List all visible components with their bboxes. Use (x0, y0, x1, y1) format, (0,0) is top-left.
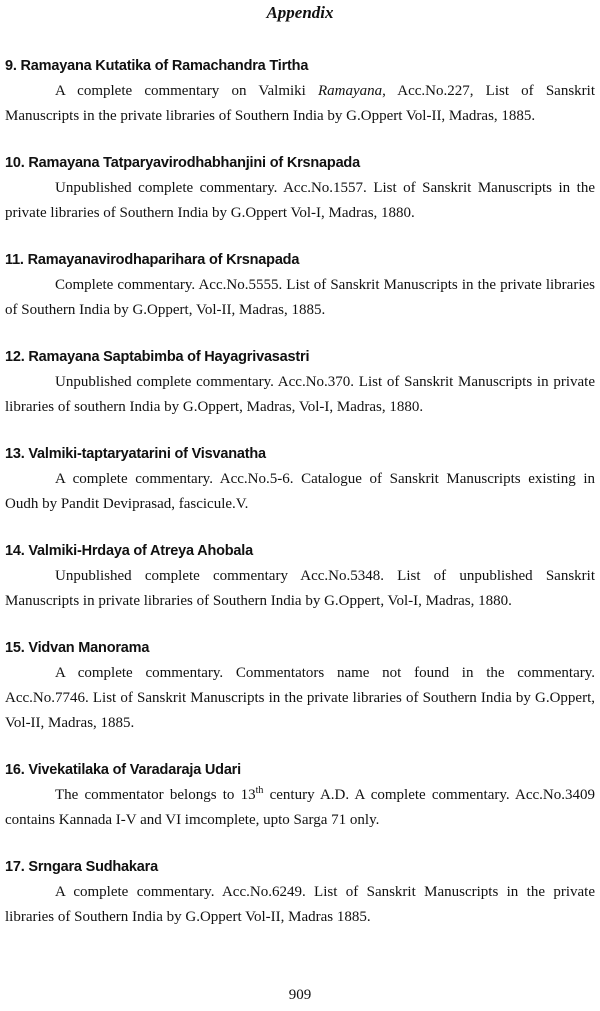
manuscript-entries (5, 53, 595, 951)
entry-text: A complete commentary on Valmiki (55, 83, 319, 99)
entry-11 (5, 247, 595, 323)
entry-16 (5, 757, 595, 833)
entry-description: A complete commentary. Commentators name not found in the commentary. Acc.No.7746. List of Sanskrit Manuscripts in the private libraries of Southern India by G.Oppert, Vol-II, Madras, 1885. (5, 665, 595, 731)
entry-title: 12. Ramayana Saptabimba of Hayagrivasastri (5, 349, 310, 365)
entry-description: Unpublished complete commentary. Acc.No.370. List of Sanskrit Manuscripts in private libraries of southern India by G.Oppert, Madras, Vol-I, Madras, 1880. (5, 374, 595, 415)
entry-description: Complete commentary. Acc.No.5555. List of Sanskrit Manuscripts in the private libraries of Southern India by G.Oppert, Vol-II, Madras, 1885. (5, 277, 595, 318)
entry-10 (5, 150, 595, 226)
entry-title: 10. Ramayana Tatparyavirodhabhanjini of Krsnapada (5, 155, 360, 171)
ordinal-suffix: th (255, 785, 264, 796)
entry-15 (5, 635, 595, 736)
entry-text: century A.D. A complete commentary. Acc.No.3409 contains Kannada I-V and VI imcomplete, upto Sarga 71 only. (5, 787, 595, 828)
entry-title: 11. Ramayanavirodhaparihara of Krsnapada (5, 252, 300, 268)
entry-italic-term: Ramayana (318, 83, 383, 99)
entry-description: A complete commentary. Acc.No.6249. List of Sanskrit Manuscripts in the private libraries of Southern India by G.Oppert Vol-II, Madras 1885. (5, 884, 595, 925)
page-number: 909 (288, 987, 312, 1003)
entry-description (5, 783, 595, 833)
entry-title: 13. Valmiki-taptaryatarini of Visvanatha (5, 446, 266, 462)
entry-description: Unpublished complete commentary Acc.No.5348. List of unpublished Sanskrit Manuscripts in private libraries of Southern India by G.Oppert, Vol-I, Madras, 1880. (5, 568, 595, 609)
entry-description: Unpublished complete commentary. Acc.No.1557. List of Sanskrit Manuscripts in the private libraries of Southern India by G.Oppert Vol-I, Madras, 1880. (5, 180, 595, 221)
entry-14 (5, 538, 595, 614)
running-header: Appendix (266, 3, 334, 22)
entry-description (5, 79, 595, 129)
entry-description: A complete commentary. Acc.No.5-6. Catalogue of Sanskrit Manuscripts existing in Oudh by Pandit Deviprasad, fascicule.V. (5, 471, 595, 512)
entry-12 (5, 344, 595, 420)
entry-title: 17. Srngara Sudhakara (5, 859, 158, 875)
entry-text: , Acc.No.227, List of Sanskrit Manuscripts in the private libraries of Southern India by G.Oppert Vol-II, Madras, 1885. (5, 83, 595, 124)
entry-title: 15. Vidvan Manorama (5, 640, 150, 656)
entry-title: 14. Valmiki-Hrdaya of Atreya Ahobala (5, 543, 253, 559)
entry-13 (5, 441, 595, 517)
entry-17 (5, 854, 595, 930)
entry-title: 16. Vivekatilaka of Varadaraja Udari (5, 762, 241, 778)
entry-9 (5, 53, 595, 129)
entry-title: 9. Ramayana Kutatika of Ramachandra Tirtha (5, 58, 309, 74)
entry-text: The commentator belongs to 13 (55, 787, 256, 803)
